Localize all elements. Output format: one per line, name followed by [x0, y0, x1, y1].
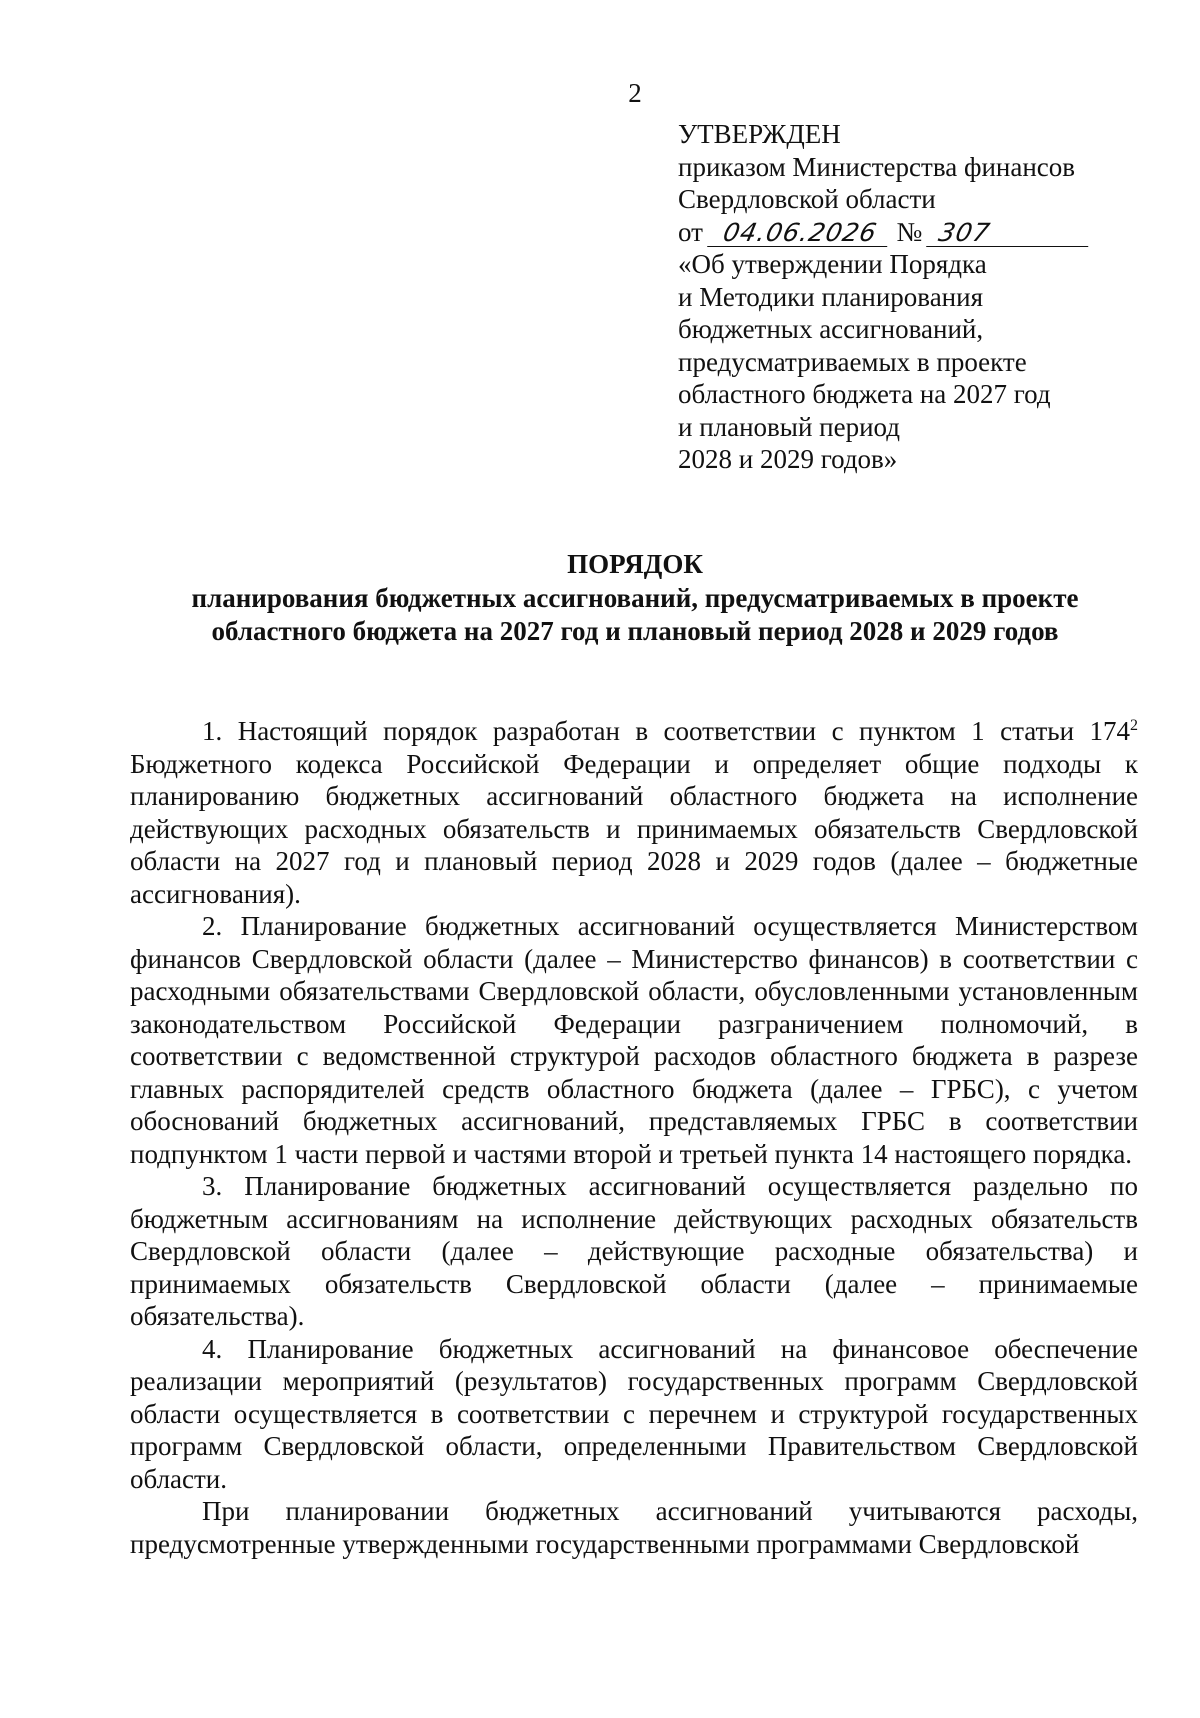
- paragraph-1-start: 1. Настоящий порядок разработан в соответствии с пунктом 1 статьи 174: [202, 716, 1130, 746]
- paragraph-1-rest: Бюджетного кодекса Российской Федерации и определяет общие подходы к планированию бюджетных ассигнований областного бюджета на исполнение действующих расходных обязательств и принимаемых обязательств Свердловской области на 2027 год и плановый период 2028 и 2029 годов (далее – бюджетные ассигнования).: [130, 748, 1138, 909]
- document-body: [130, 715, 1138, 1560]
- approval-subject-line: областного бюджета на 2027 год: [678, 379, 1051, 409]
- date-prefix: от: [678, 216, 703, 247]
- approval-heading: УТВЕРЖДЕН: [678, 119, 841, 149]
- handwritten-date: 04.06.2026: [707, 220, 893, 247]
- approval-stamp-block: [678, 118, 1138, 476]
- approval-subject-line: и плановый период: [678, 411, 900, 442]
- paragraph-3: 3. Планирование бюджетных ассигнований осуществляется раздельно по бюджетным ассигнованиям на исполнение действующих расходных обязательств Свердловской области (далее – действующие расходные обязательства) и принимаемых обязательств Свердловской области (далее – принимаемые обязательства).: [130, 1171, 1138, 1331]
- document-title: ПОРЯДОК: [567, 549, 703, 579]
- article-superscript: 2: [1130, 717, 1138, 734]
- page-number: 2: [628, 78, 642, 108]
- approval-date-number-line: [678, 216, 1138, 249]
- paragraph-1: [130, 715, 1138, 910]
- handwritten-number: 307: [926, 220, 1094, 247]
- approval-subject-line: 2028 и 2029 годов»: [678, 444, 898, 474]
- paragraph-5: При планировании бюджетных ассигнований учитываются расходы, предусмотренные утвержденными государственными программами Свердловской: [130, 1496, 1138, 1559]
- approval-subject-line: бюджетных ассигнований,: [678, 314, 984, 344]
- paragraph-4: 4. Планирование бюджетных ассигнований на финансовое обеспечение реализации мероприятий (результатов) государственных программ Свердловской области осуществляется в соответствии с перечнем и структурой государственных программ Свердловской области, определенными Правительством Свердловской области.: [130, 1333, 1138, 1494]
- approval-subject-line: предусматриваемых в проекте: [678, 346, 1027, 377]
- approval-region-line: Свердловской области: [678, 184, 936, 214]
- number-sign: №: [896, 216, 923, 247]
- approval-subject-line: «Об утверждении Порядка: [678, 249, 987, 279]
- document-title-block: [130, 548, 1140, 648]
- document-subtitle-line: областного бюджета на 2027 год и плановый период 2028 и 2029 годов: [211, 616, 1059, 646]
- document-subtitle-line: планирования бюджетных ассигнований, предусматриваемых в проекте: [191, 583, 1079, 613]
- approval-order-line: приказом Министерства финансов: [678, 151, 1076, 182]
- approval-subject-line: и Методики планирования: [678, 281, 984, 312]
- paragraph-2: 2. Планирование бюджетных ассигнований осуществляется Министерством финансов Свердловской области (далее – Министерство финансов) в соответствии с расходными обязательствами Свердловской области, обусловленными установленным законодательством Российской Федерации разграничением полномочий, в соответствии с ведомственной структурой расходов областного бюджета в разрезе главных распорядителей средств областного бюджета (далее – ГРБС), с учетом обоснований бюджетных ассигнований, представляемых ГРБС в соответствии подпунктом 1 части первой и частями второй и третьей пункта 14 настоящего порядка.: [130, 911, 1138, 1169]
